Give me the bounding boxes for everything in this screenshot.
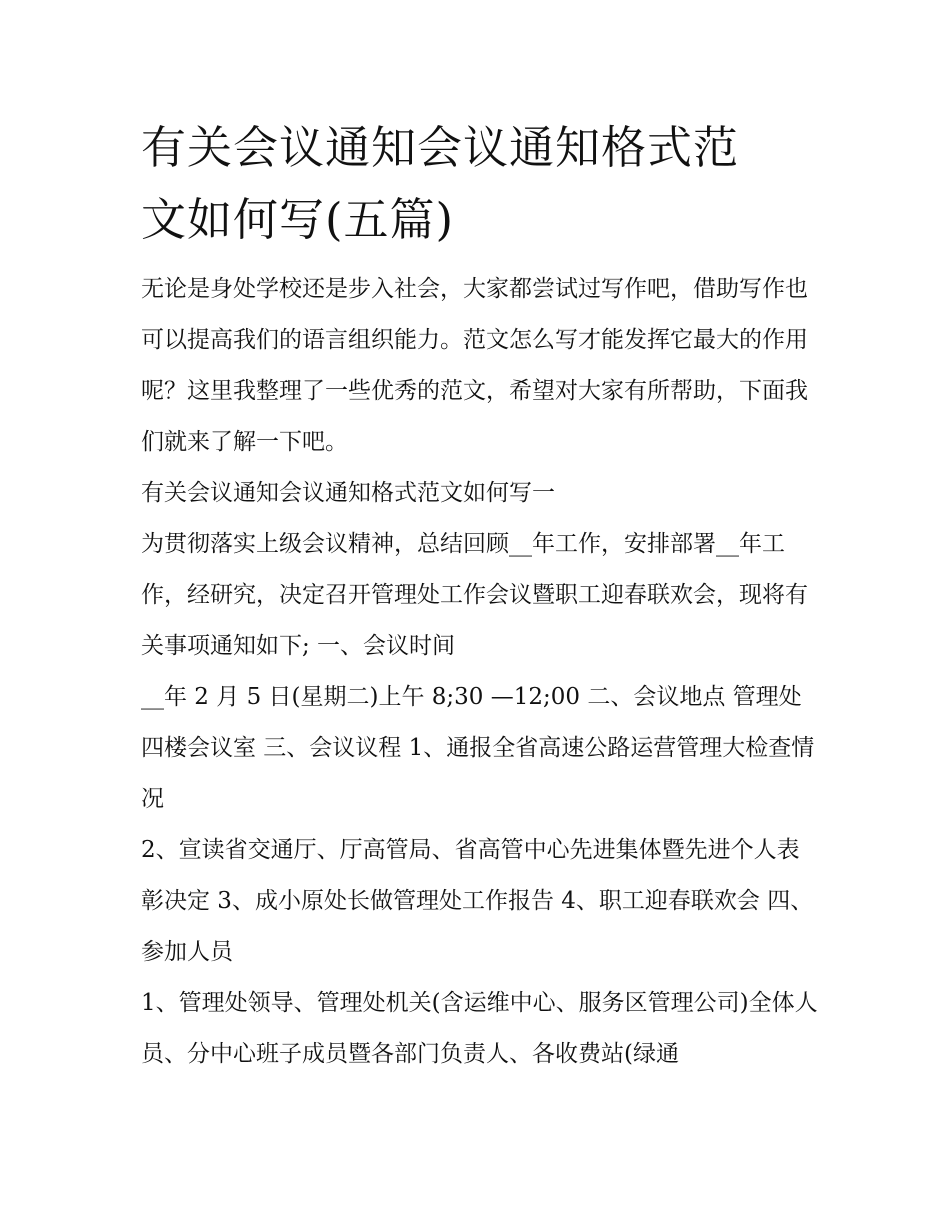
body-paragraph-time-place: __年 2 月 5 日(星期二)上午 8;30 —12;00 二、会议地点 管理处四楼会议室 三、会议议程 1、通报全省高速公路运营管理大检查情况 [141,684,815,812]
document-title [141,112,821,256]
body-paragraph-agenda: 2、宣读省交通厅、厅高管局、省高管中心先进集体暨先进个人表彰决定 3、成小原处长做管理处工作报告 4、职工迎春联欢会 四、参加人员 [141,837,814,965]
intro-paragraph: 无论是身处学校还是步入社会，大家都尝试过写作吧，借助写作也可以提高我们的语言组织能力。范文怎么写才能发挥它最大的作用呢？这里我整理了一些优秀的范文，希望对大家有所帮助，下面我们就来了解一下吧。 [141,276,808,455]
body-paragraph-notice: 为贯彻落实上级会议精神，总结回顾__年工作，安排部署__年工作，经研究，决定召开管理处工作会议暨职工迎春联欢会，现将有关事项通知如下; 一、会议时间 [141,531,808,659]
title-line-2: 文如何写(五篇) [141,193,455,246]
section-heading: 有关会议通知会议通知格式范文如何写一 [141,480,555,506]
body-paragraph-attendees: 1、管理处领导、管理处机关(含运维中心、服务区管理公司)全体人员、分中心班子成员暨各部门负责人、各收费站(绿通 [141,990,818,1067]
title-line-1: 有关会议通知会议通知格式范 [141,121,740,174]
document-page [141,112,821,1080]
